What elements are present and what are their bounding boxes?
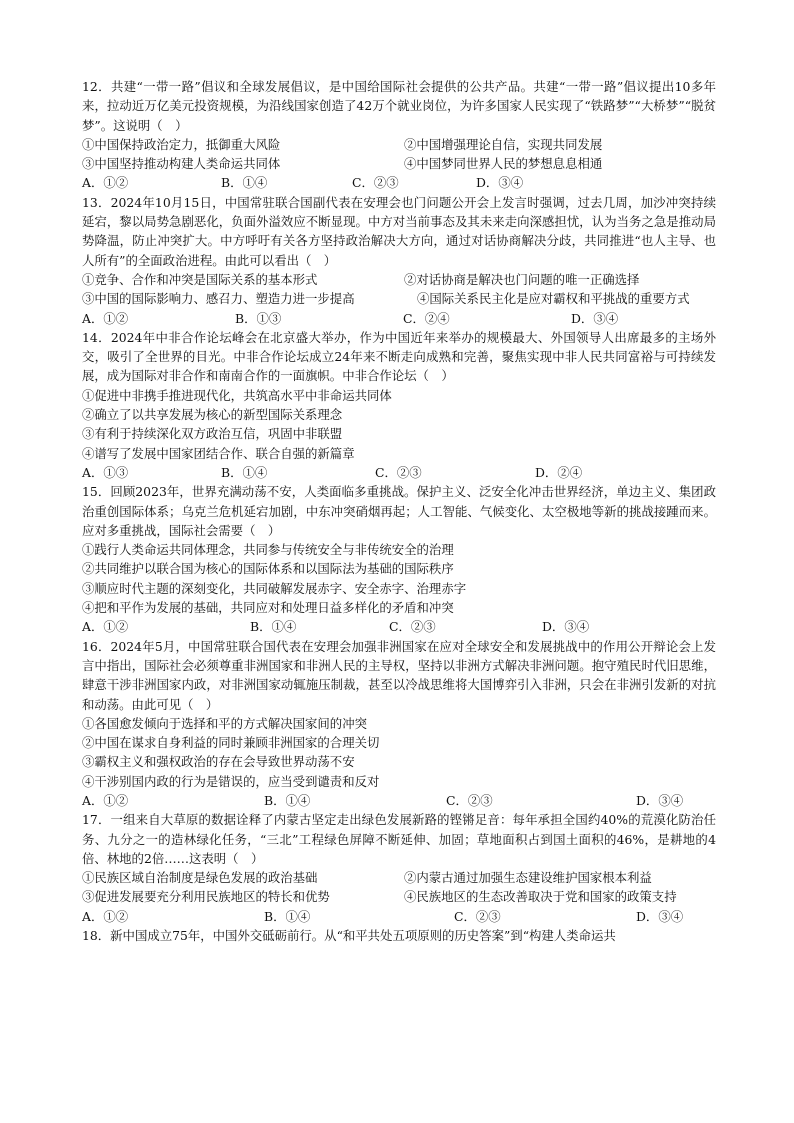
answer-d: D．③④ xyxy=(636,908,684,924)
answer-b: B．①④ xyxy=(264,908,311,924)
option-4: ④民族地区的生态改善取决于党和国家的政策支持 xyxy=(404,889,677,905)
option-3: ③霸权主义和强权政治的存在会导致世界动荡不安 xyxy=(82,754,355,770)
question-stem: 15．回顾2023年，世界充满动荡不安，人类面临多重挑战。保护主义、泛安全化冲击世界经济，单边主义、集团政治重创国际体系；乌克兰危机延宕加剧，中东冲突硝烟再起；人工智能、气候变化、太空极地等新的挑战接踵而来。应对多重挑战，国际社会需要（ ） xyxy=(82,484,716,538)
answer-choices xyxy=(82,907,716,926)
option-row xyxy=(82,868,716,887)
answer-b: B．①③ xyxy=(235,310,282,326)
question-14 xyxy=(82,328,716,482)
question-15 xyxy=(82,482,716,636)
option-3: ③中国的国际影响力、感召力、塑造力进一步提高 xyxy=(82,291,355,307)
option-1: ①促进中非携手推进现代化，共筑高水平中非命运共同体 xyxy=(82,387,392,403)
question-stem: 14．2024年中非合作论坛峰会在北京盛大举办，作为中国近年来举办的规模最大、外国领导人出席最多的主场外交，吸引了全世界的目光。中非合作论坛成立24年来不断走向成熟和完善，聚焦实现中非人民共同富裕与可持续发展，成为国际对非合作和南南合作的一面旗帜。中非合作论坛（ ） xyxy=(82,329,716,384)
option-4: ④中国梦同世界人民的梦想息息相通 xyxy=(404,156,603,172)
option-1: ①竞争、合作和冲突是国际关系的基本形式 xyxy=(82,271,318,287)
answer-c: C．②④ xyxy=(403,310,450,326)
answer-b: B．①④ xyxy=(250,619,297,635)
question-stem: 17．一组来自大草原的数据诠释了内蒙古坚定走出绿色发展新路的铿锵足音：每年承担全国约40%的荒漠化防治任务、九分之一的造林绿化任务，“三北”工程绿色屏障不断延伸、加固；草地面积占到国土面积的46%，是耕地的4倍、林地的2倍……这表明（ ） xyxy=(82,812,716,866)
answer-b: B．①④ xyxy=(221,175,268,191)
answer-a: A．①② xyxy=(82,175,129,191)
option-3: ③促进发展要充分利用民族地区的特长和优势 xyxy=(82,889,330,905)
answer-a: A．①③ xyxy=(82,464,129,480)
question-18 xyxy=(82,926,716,945)
option-2: ②确立了以共享发展为核心的新型国际关系理念 xyxy=(82,407,343,423)
option-1: ①民族区域自治制度是绿色发展的政治基础 xyxy=(82,870,318,886)
question-12 xyxy=(82,77,716,193)
answer-c: C．②③ xyxy=(389,619,436,635)
option-4: ④谱写了发展中国家团结合作、联合自强的新篇章 xyxy=(82,445,355,461)
answer-b: B．①④ xyxy=(221,464,268,480)
option-2: ②中国增强理论自信，实现共同发展 xyxy=(404,136,603,152)
option-2: ②内蒙古通过加强生态建设维护国家根本利益 xyxy=(404,870,652,886)
option-3: ③有利于持续深化双方政治互信，巩固中非联盟 xyxy=(82,426,343,442)
answer-a: A．①② xyxy=(82,908,129,924)
option-2: ②中国在谋求自身利益的同时兼顾非洲国家的合理关切 xyxy=(82,735,380,751)
question-16 xyxy=(82,637,716,811)
question-stem: 12．共建“一带一路”倡议和全球发展倡议，是中国给国际社会提供的公共产品。共建“一带一路”倡议提出10多年来，拉动近万亿美元投资规模，为沿线国家创造了42万个就业岗位，为许多国家人民实现了“铁路梦”“大桥梦”“脱贫梦”。这说明（ ） xyxy=(82,79,716,133)
answer-c: C．②③ xyxy=(446,792,493,808)
option-row xyxy=(82,270,716,289)
question-17 xyxy=(82,810,716,926)
answer-choices xyxy=(82,617,716,636)
question-stem: 18．新中国成立75年，中国外交砥砺前行。从“和平共处五项原则的历史答案”到“构建人类命运共 xyxy=(82,928,616,944)
answer-a: A．①② xyxy=(82,310,129,326)
option-1: ①中国保持政治定力，抵御重大风险 xyxy=(82,136,281,152)
option-4: ④国际关系民主化是应对霸权和平挑战的重要方式 xyxy=(417,291,690,307)
answer-choices xyxy=(82,463,716,482)
option-2: ②对话协商是解决也门问题的唯一正确选择 xyxy=(404,271,640,287)
question-stem: 16．2024年5月，中国常驻联合国代表在安理会加强非洲国家在应对全球安全和发展挑战中的作用公开辩论会上发言中指出，国际社会必须尊重非洲国家和非洲人民的主导权，坚持以非洲方式解决非洲问题。抱守殖民时代旧思维，肆意干涉非洲国家内政，对非洲国家动辄施压制裁，甚至以冷战思维将大国博弈引入非洲，只会在非洲引发新的对抗和动荡。由此可见（ ） xyxy=(82,638,716,712)
answer-choices xyxy=(82,173,716,192)
answer-c: C．②③ xyxy=(454,908,501,924)
answer-c: C．②③ xyxy=(375,464,422,480)
answer-d: D．③④ xyxy=(636,792,684,808)
answer-d: D．②④ xyxy=(535,464,583,480)
option-4: ④把和平作为发展的基础，共同应对和处理日益多样化的矛盾和冲突 xyxy=(82,600,454,616)
option-3: ③中国坚持推动构建人类命运共同体 xyxy=(82,156,281,172)
option-4: ④干涉别国内政的行为是错误的，应当受到谴责和反对 xyxy=(82,773,380,789)
option-row xyxy=(82,135,716,154)
option-1: ①践行人类命运共同体理念，共同参与传统安全与非传统安全的治理 xyxy=(82,542,454,558)
answer-b: B．①④ xyxy=(264,792,311,808)
option-3: ③顺应时代主题的深刻变化，共同破解发展赤字、安全赤字、治理赤字 xyxy=(82,580,467,596)
option-2: ②共同维护以联合国为核心的国际体系和以国际法为基础的国际秩序 xyxy=(82,561,454,577)
answer-choices xyxy=(82,791,716,810)
option-row xyxy=(82,154,716,173)
option-row xyxy=(82,289,716,308)
option-1: ①各国愈发倾向于选择和平的方式解决国家间的冲突 xyxy=(82,715,367,731)
question-stem: 13．2024年10月15日，中国常驻联合国副代表在安理会也门问题公开会上发言时强调，过去几周，加沙冲突持续延宕，黎以局势急剧恶化，负面外溢效应不断显现。中方对当前事态及其未来走向深感担忧，认为当务之急是推动局势降温，防止冲突扩大。中方呼吁有关各方坚持政治解决大方向，通过对话协商解决分歧，共同推进“也人主导、也人所有”的全面政治进程。由此可以看出（ ） xyxy=(82,194,716,268)
answer-a: A．①② xyxy=(82,619,129,635)
option-row xyxy=(82,887,716,906)
answer-d: D．③④ xyxy=(542,619,590,635)
answer-c: C．②③ xyxy=(352,175,399,191)
question-13 xyxy=(82,193,716,328)
answer-d: D．③④ xyxy=(476,175,524,191)
answer-a: A．①② xyxy=(82,792,129,808)
answer-choices xyxy=(82,309,716,328)
answer-d: D．③④ xyxy=(571,310,619,326)
exam-page xyxy=(82,77,716,945)
